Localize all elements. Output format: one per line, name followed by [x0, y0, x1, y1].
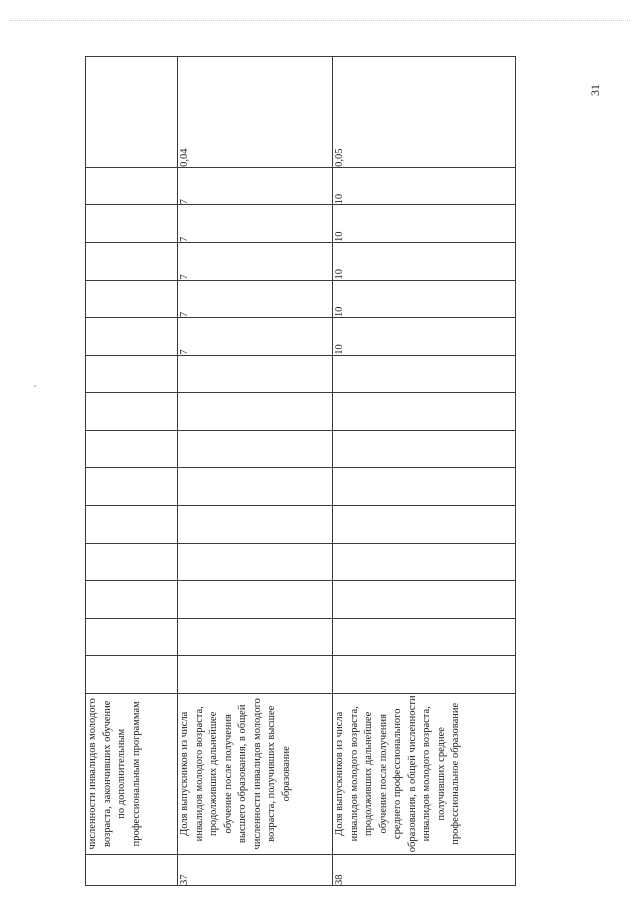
indicator-name: Доля выпускников из числа инвалидов молодого возраста, продолживших дальнейшее обучение после получения среднего профессионального образования, в общей численности инвалидов молодого возраста, получивших среднее профессиональное образование: [333, 693, 516, 854]
indicator-name: численности инвалидов молодого возраста, закончивших обучение по дополнительным профессиональным программам: [86, 693, 178, 854]
value-cell: [86, 618, 178, 656]
value-cell: [333, 430, 516, 468]
value-cell: [86, 355, 178, 393]
row-number: [86, 854, 178, 885]
value-cell: [86, 468, 178, 506]
value-cell: [333, 57, 516, 168]
value-cell: [86, 656, 178, 694]
table-row: [178, 57, 333, 886]
value-cell: [178, 468, 333, 506]
value-cell: [333, 355, 516, 393]
value-cell: [86, 57, 178, 168]
value-cell: 7: [178, 205, 333, 243]
value-cell: 10: [333, 167, 516, 205]
value-cell: [86, 318, 178, 356]
scan-artifact-line: [10, 20, 630, 21]
value-cell: [178, 656, 333, 694]
value-cell: [86, 393, 178, 431]
value-cell: 7: [178, 167, 333, 205]
value-cell: 10: [333, 318, 516, 356]
scan-speck: [34, 385, 36, 387]
page-number: 31: [588, 84, 602, 96]
value-cell: [86, 242, 178, 280]
row-number: 38: [333, 854, 516, 885]
value-cell: [86, 167, 178, 205]
value-cell: 7: [178, 280, 333, 318]
final-value: 0,04: [179, 148, 190, 167]
value-cell: [333, 656, 516, 694]
value-cell: 10: [333, 280, 516, 318]
value-cell: [333, 618, 516, 656]
value-cell: [333, 468, 516, 506]
value-cell: [178, 581, 333, 619]
value-cell: [178, 430, 333, 468]
value-cell: [178, 506, 333, 544]
value-cell: [333, 581, 516, 619]
value-cell: 7: [178, 318, 333, 356]
value-cell: [178, 355, 333, 393]
table-row: [333, 57, 516, 886]
value-cell: [333, 543, 516, 581]
value-cell: [86, 506, 178, 544]
table-row: [86, 57, 178, 886]
indicators-table: [85, 56, 516, 886]
value-cell: [86, 430, 178, 468]
value-cell: [178, 393, 333, 431]
value-cell: 10: [333, 205, 516, 243]
value-cell: [178, 543, 333, 581]
value-cell: [86, 280, 178, 318]
value-cell: [86, 543, 178, 581]
value-cell: [178, 57, 333, 168]
value-cell: 10: [333, 242, 516, 280]
value-cell: 7: [178, 242, 333, 280]
row-number: 37: [178, 854, 333, 885]
value-cell: [86, 581, 178, 619]
final-value: 0,05: [334, 148, 345, 167]
value-cell: [86, 205, 178, 243]
value-cell: [178, 618, 333, 656]
indicator-name: Доля выпускников из числа инвалидов молодого возраста, продолживших дальнейшее обучение после получения высшего образования, в общей численности инвалидов молодого возраста, получивших высшее образование: [178, 693, 333, 854]
value-cell: [333, 506, 516, 544]
rotated-table-container: [85, 56, 515, 886]
value-cell: [333, 393, 516, 431]
